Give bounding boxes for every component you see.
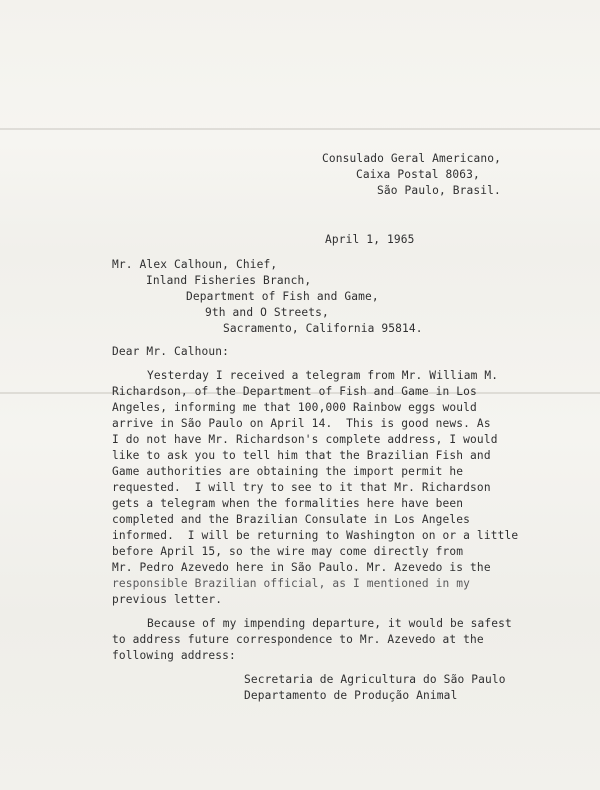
paper-fold (0, 128, 600, 130)
body-line: before April 15, so the wire may come directly from (112, 545, 464, 558)
body-line: Because of my impending departure, it would be safest (147, 617, 512, 630)
body-line: I do not have Mr. Richardson's complete address, I would (112, 433, 498, 446)
letter-date: April 1, 1965 (325, 233, 415, 246)
return-address-line: Caixa Postal 8063, (356, 168, 480, 181)
body-line: requested. I will try to see to it that Mr. Richardson (112, 481, 491, 494)
body-line: arrive in São Paulo on April 14. This is good news. As (112, 417, 491, 430)
forwarding-address-line: Departamento de Produção Animal (244, 689, 458, 702)
body-line: following address: (112, 649, 236, 662)
body-line: completed and the Brazilian Consulate in Los Angeles (112, 513, 471, 526)
body-line: Mr. Pedro Azevedo here in São Paulo. Mr. Azevedo is the (112, 561, 491, 574)
recipient-line: Department of Fish and Game, (186, 290, 379, 303)
body-line: Game authorities are obtaining the import permit he (112, 465, 464, 478)
body-line: previous letter. (112, 593, 223, 606)
recipient-line: Mr. Alex Calhoun, Chief, (112, 258, 278, 271)
body-line: Richardson, of the Department of Fish and Game in Los (112, 385, 477, 398)
body-line: to address future correspondence to Mr. Azevedo at the (112, 633, 484, 646)
body-line: Yesterday I received a telegram from Mr. William M. (147, 369, 499, 382)
recipient-line: Inland Fisheries Branch, (146, 274, 312, 287)
recipient-line: Sacramento, California 95814. (223, 322, 423, 335)
recipient-line: 9th and O Streets, (205, 306, 329, 319)
salutation: Dear Mr. Calhoun: (112, 345, 230, 358)
body-line: informed. I will be returning to Washington on or a little (112, 529, 519, 542)
return-address-line: Consulado Geral Americano, (322, 152, 502, 165)
body-line: like to ask you to tell him that the Brazilian Fish and (112, 449, 491, 462)
body-line: Angeles, informing me that 100,000 Rainbow eggs would (112, 401, 477, 414)
body-line: gets a telegram when the formalities here have been (112, 497, 464, 510)
forwarding-address-line: Secretaria de Agricultura do São Paulo (244, 673, 506, 686)
return-address-line: São Paulo, Brasil. (377, 184, 501, 197)
body-line: responsible Brazilian official, as I mentioned in my (112, 577, 471, 590)
